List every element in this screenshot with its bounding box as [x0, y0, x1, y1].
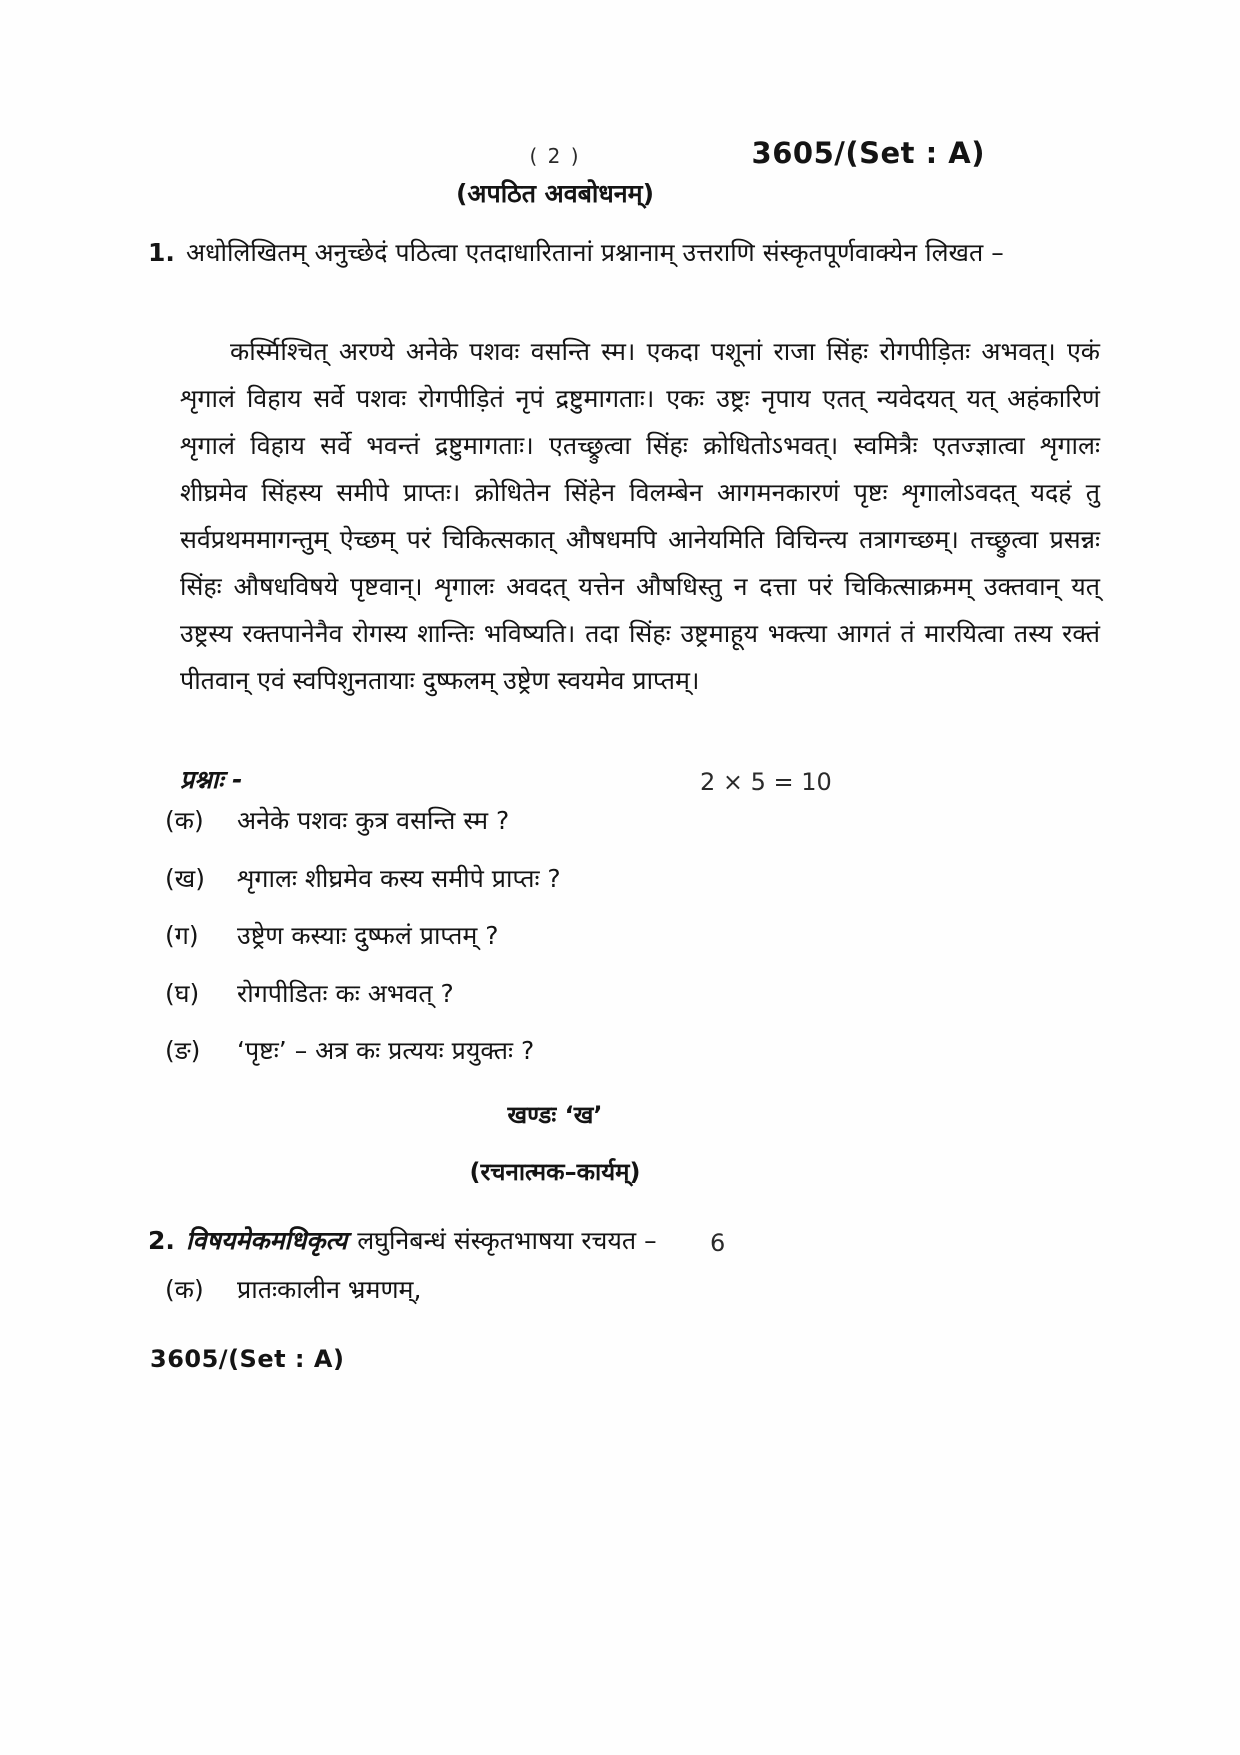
sub-question-list [165, 803, 1100, 1091]
sub-question-ga-label: (ग) [165, 921, 199, 950]
sub-question-nga-text: ‘पृष्टः’ – अत्र कः प्रत्ययः प्रयुक्तः ? [237, 1036, 535, 1065]
sub-question-gha-label: (घ) [165, 978, 200, 1008]
question-2-instruction: लघुनिबन्धं संस्कृतभाषया रचयत – [357, 1226, 657, 1255]
sub-question-gha [165, 976, 1100, 1012]
sub-question-ka-text: अनेके पशवः कुत्र वसन्ति स्म ? [237, 806, 510, 835]
page-number: ( 2 ) [529, 144, 581, 168]
sub-question-nga-label: (ङ) [165, 1036, 201, 1065]
question-1-instruction: अधोलिखितम् अनुच्छेदं पठित्वा एतदाधारितानां प्रश्नानाम् उत्तराणि संस्कृतपूर्णवाक्येन लिखत – [186, 238, 1004, 267]
sub-question-ga [165, 918, 1100, 954]
essay-topic-ka-text: प्रातःकालीन भ्रमणम्, [237, 1275, 422, 1304]
sub-question-ka-label: (क) [165, 806, 204, 835]
section-b-subtitle: (रचनात्मक–कार्यम्) [469, 1158, 641, 1186]
paper-code-header: 3605/(Set : A) [751, 136, 985, 170]
question-2-number: 2. [148, 1226, 175, 1255]
question-1-number: 1. [148, 238, 175, 267]
question-2-marks: 6 [710, 1229, 726, 1257]
question-2-text [186, 1224, 657, 1258]
sub-question-kha [165, 861, 1100, 897]
sub-question-kha-text: शृगालः शीघ्रमेव कस्य समीपे प्राप्तः ? [237, 863, 561, 893]
sub-question-nga [165, 1033, 1100, 1069]
question-1-passage: कर्स्मिश्चित् अरण्ये अनेके पशवः वसन्ति स्म। एकदा पशूनां राजा सिंहः रोगपीड़ितः अभवत्। एकं शृगालं विहाय सर्वे पशवः रोगपीड़ितं नृपं द्रष्टुमागताः। एकः उष्ट्रः नृपाय एतत् न्यवेदयत् यत् अहंकारिणं शृगालं विहाय सर्वे भवन्तं द्रष्टुमागताः। एतच्छ्रुत्वा सिंहः क्रोधितोऽभवत्। स्वमित्रैः एतज्ज्ञात्वा शृगालः शीघ्रमेव सिंहस्य समीपे प्राप्तः। क्रोधितेन सिंहेन विलम्बेन आगमनकारणं पृष्टः शृगालोऽवदत् यदहं तु सर्वप्रथममागन्तुम् ऐच्छम् परं चिकित्सकात् औषधमपि आनेयमिति विचिन्त्य तत्रागच्छम्। तच्छ्रुत्वा प्रसन्नः सिंहः औषधविषये पृष्टवान्। शृगालः अवदत् यत्तेन औषधिस्तु न दत्ता परं चिकित्साक्रमम् उक्तवान् यत् उष्ट्रस्य रक्तपानेनैव रोगस्य शान्तिः भविष्यति। तदा सिंहः उष्ट्रमाहूय भक्त्या आगतं तं मारयित्वा तस्य रक्तं पीतवान् एवं स्वपिशुनतायाः दुष्फलम् उष्ट्रेण स्वयमेव प्राप्तम्। [180, 337, 1100, 695]
essay-topic-ka-label: (क) [165, 1275, 204, 1304]
sub-question-gha-text: रोगपीडितः कः अभवत् ? [237, 978, 454, 1008]
section-a-title: (अपठित अवबोधनम्) [455, 179, 655, 208]
paper-code-footer: 3605/(Set : A) [150, 1345, 345, 1373]
sub-question-ka [165, 803, 1100, 839]
prashnah-label: प्रश्नाः - [180, 765, 243, 794]
sub-question-ga-text: उष्ट्रेण कस्याः दुष्फलं प्राप्तम् ? [237, 921, 499, 950]
section-b-title: खण्डः ‘ख’ [507, 1101, 603, 1129]
question-1-marks: 2 × 5 = 10 [700, 768, 832, 796]
question-1 [148, 236, 1100, 270]
essay-topic-ka [165, 1272, 421, 1308]
sub-question-kha-label: (ख) [165, 863, 205, 893]
question-2 [148, 1224, 1100, 1258]
prashnah-row [180, 763, 1100, 797]
question-2-lead: विषयमेकमधिकृत्य [186, 1226, 348, 1255]
